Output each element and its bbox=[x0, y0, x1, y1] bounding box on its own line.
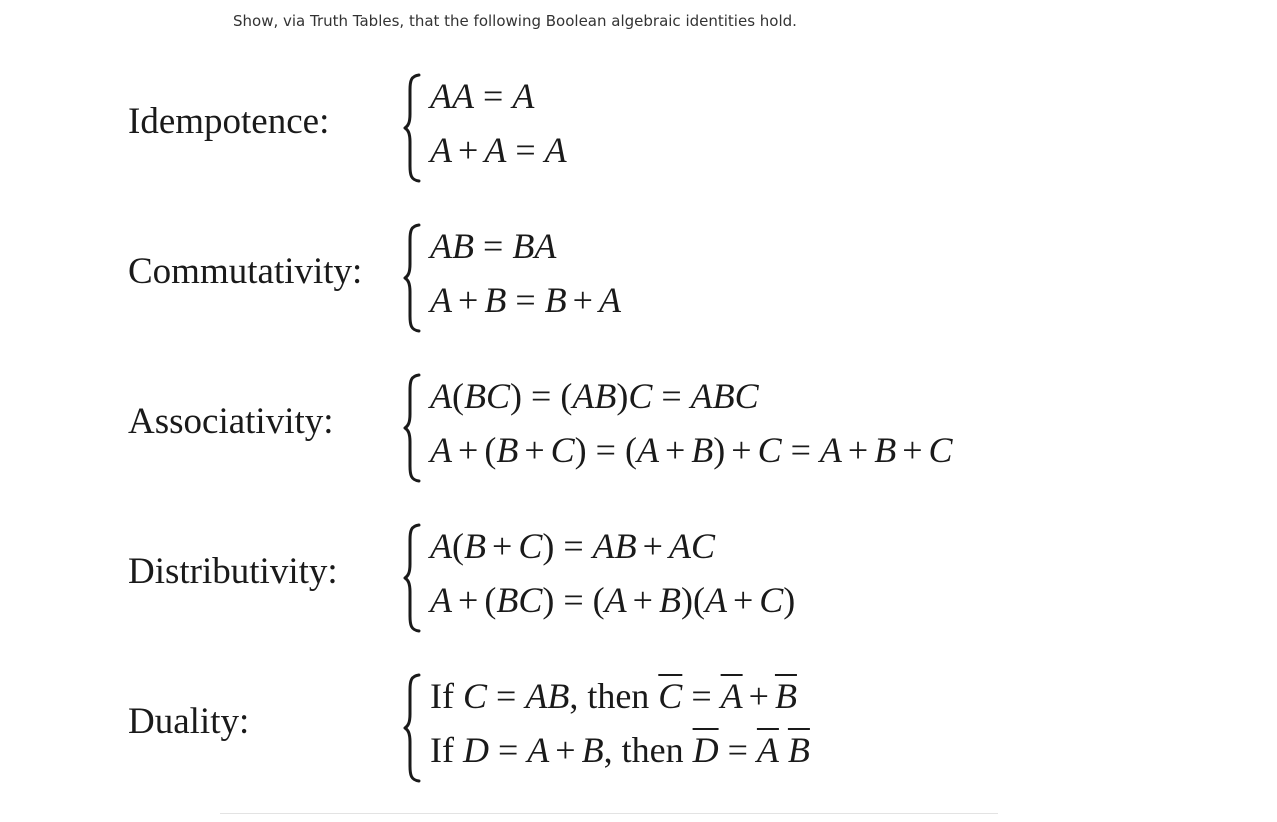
law-duality bbox=[0, 672, 1277, 792]
left-brace-icon bbox=[402, 72, 422, 184]
law-label: Commutativity: bbox=[128, 251, 363, 292]
equation-line: A + (BC) = (A + B)(A + C) bbox=[430, 580, 796, 620]
left-brace-icon bbox=[402, 672, 422, 784]
equation-line: A + A = A bbox=[430, 130, 567, 170]
law-label: Distributivity: bbox=[128, 551, 338, 592]
law-label: Idempotence: bbox=[128, 101, 330, 142]
equation-line: If D = A + B, then $\overline{D} = \overline{A}$ $\overline{B}$ bbox=[430, 730, 810, 770]
equation-line: AB = BA bbox=[430, 226, 557, 266]
left-brace-icon bbox=[402, 372, 422, 484]
law-commutativity bbox=[0, 222, 1277, 342]
equation-line: A(BC) = (AB)C = ABC bbox=[430, 376, 759, 416]
law-label: Duality: bbox=[128, 701, 250, 742]
instruction-text: Show, via Truth Tables, that the following Boolean algebraic identities hold. bbox=[233, 12, 797, 30]
left-brace-icon bbox=[402, 222, 422, 334]
equation-line: A + B = B + A bbox=[430, 280, 621, 320]
law-distributivity bbox=[0, 522, 1277, 642]
equation-line: A(B + C) = AB + AC bbox=[430, 526, 715, 566]
divider bbox=[220, 813, 998, 814]
law-associativity bbox=[0, 372, 1277, 492]
law-label: Associativity: bbox=[128, 401, 334, 442]
law-idempotence bbox=[0, 72, 1277, 192]
equation-line: A + (B + C) = (A + B) + C = A + B + C bbox=[430, 430, 953, 470]
left-brace-icon bbox=[402, 522, 422, 634]
equation-line: AA = A bbox=[430, 76, 535, 116]
equation-line: If C = AB, then $\overline{C} = \overline{A} + \overline{B}$ bbox=[430, 676, 797, 716]
